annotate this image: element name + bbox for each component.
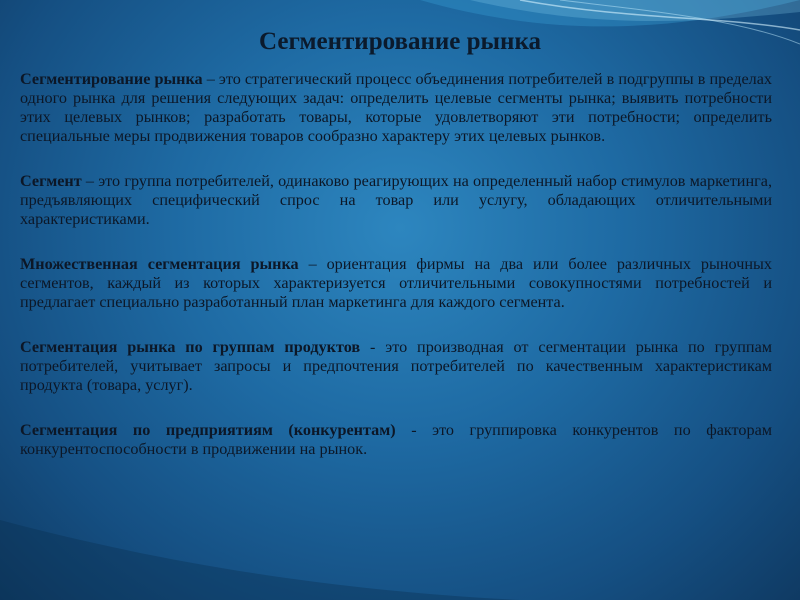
slide-content — [20, 70, 772, 485]
definition-product-segmentation: - это производная от сегментации рынка по группам потребителей, учитывает запросы и предпочтения потребителей по качественным характеристикам продукта (товара, услуг). — [20, 338, 773, 394]
slide-title: Сегментирование рынка — [259, 28, 541, 55]
term-segmentation: Сегментирование рынка — [20, 70, 203, 88]
term-multiple-segmentation: Множественная сегментация рынка — [20, 255, 299, 273]
term-product-segmentation: Сегментация рынка по группам продуктов — [20, 338, 361, 356]
paragraph-segmentation — [20, 70, 772, 146]
term-segment: Сегмент — [20, 172, 82, 190]
definition-competitor-segmentation: - это группировка конкурентов по факторам конкурентоспособности в продвижении на рынок. — [20, 421, 773, 458]
paragraph-multiple-segmentation — [20, 255, 772, 312]
term-competitor-segmentation: Сегментация по предприятиям (конкурентам) — [20, 421, 396, 439]
paragraph-product-segmentation — [20, 338, 772, 395]
definition-segmentation: – это стратегический процесс объединения потребителей в подгруппы в пределах одного рынка для решения следующих задач: определить целевые сегменты рынка; выявить потребности этих целевых рынков; разработать товары, которые удовлетворяют эти потребности; определить специальные меры продвижения товаров сообразно характеру этих целевых рынков. — [20, 70, 772, 145]
definition-segment: – это группа потребителей, одинаково реагирующих на определенный набор стимулов маркетинга, предъявляющих специфический спрос на товар или услугу, обладающих отличительными характеристиками. — [20, 172, 772, 228]
paragraph-segment — [20, 172, 772, 229]
definition-multiple-segmentation: – ориентация фирмы на два или более различных рыночных сегментов, каждый из которых характеризуется отличительными совокупностями потребностей и предлагает специально разработанный план маркетинга для каждого сегмента. — [20, 255, 773, 311]
paragraph-competitor-segmentation — [20, 421, 772, 459]
